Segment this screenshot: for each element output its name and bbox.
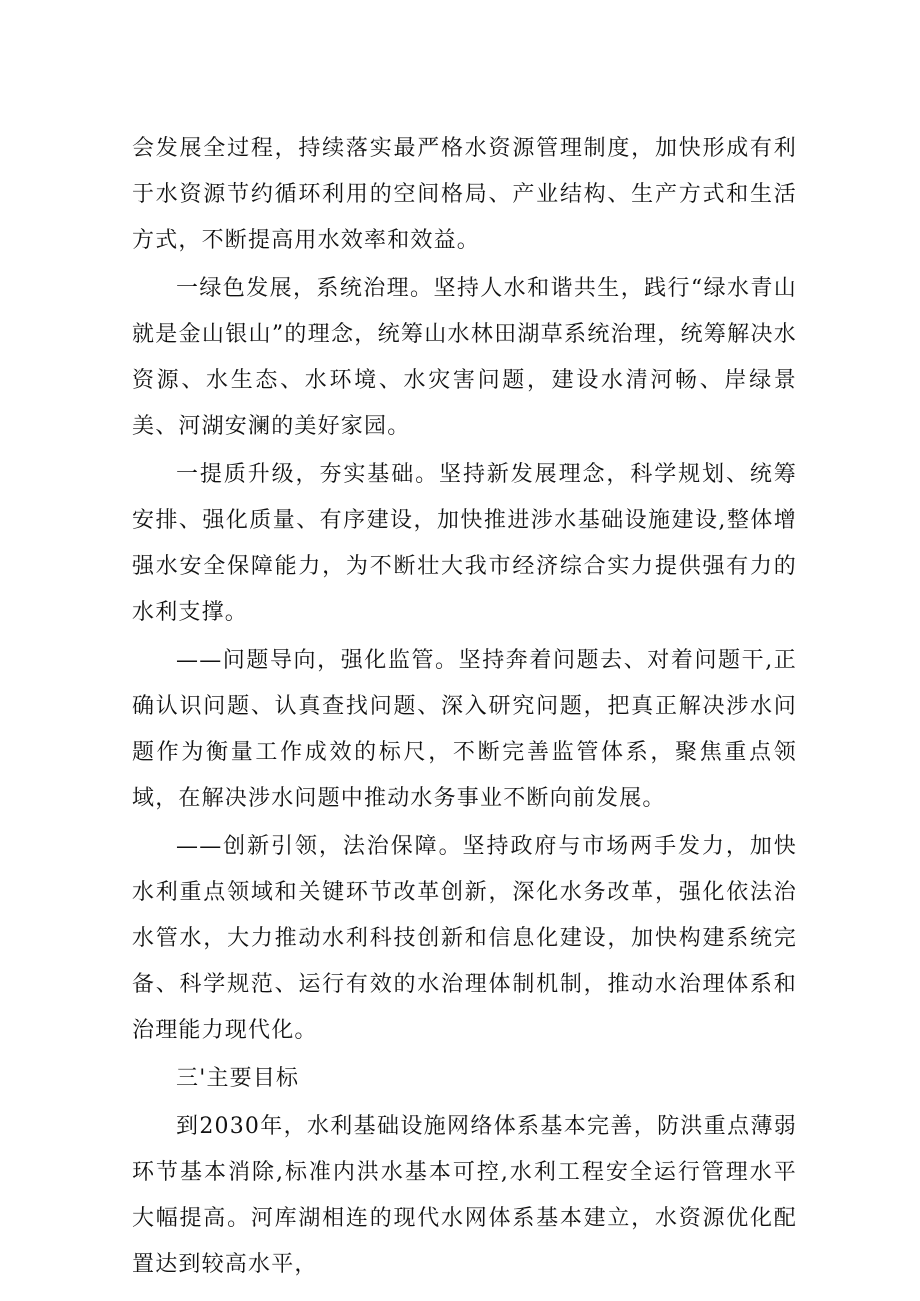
section-heading-main-goals: 三'主要目标 bbox=[176, 1066, 300, 1091]
document-body bbox=[132, 126, 797, 1290]
paragraph-problem-oriented: ——问题导向，强化监管。坚持奔着问题去、对着问题干,正确认识问题、认真查找问题、深入研究问题，把真正解决涉水问题作为衡量工作成效的标尺，不断完善监管体系，聚焦重点领域，在解决涉水问题中推动水务事业不断向前发展。 bbox=[132, 648, 797, 811]
paragraph-quality-upgrade: 一提质升级，夯实基础。坚持新发展理念，科学规划、统筹安排、强化质量、有序建设，加快推进涉水基础设施建设,整体增强水安全保障能力，为不断壮大我市经济综合实力提供强有力的水利支撑。 bbox=[132, 462, 797, 625]
paragraph-innovation-led: ——创新引领，法治保障。坚持政府与市场两手发力，加快水利重点领域和关键环节改革创新，深化水务改革，强化依法治水管水，大力推动水利科技创新和信息化建设，加快构建系统完备、科学规范、运行有效的水治理体制机制，推动水治理体系和治理能力现代化。 bbox=[132, 834, 797, 1043]
paragraph-continuation: 会发展全过程，持续落实最严格水资源管理制度，加快形成有利于水资源节约循环利用的空间格局、产业结构、生产方式和生活方式，不断提高用水效率和效益。 bbox=[132, 136, 797, 253]
paragraph-green-development: 一绿色发展，系统治理。坚持人水和谐共生，践行“绿水青山就是金山银山”的理念，统筹山水林田湖草系统治理，统筹解决水资源、水生态、水环境、水灾害问题，建设水清河畅、岸绿景美、河湖安澜的美好家园。 bbox=[132, 276, 797, 439]
paragraph-2030-goals: 到2030年，水利基础设施网络体系基本完善，防洪重点薄弱环节基本消除,标准内洪水基本可控,水利工程安全运行管理水平大幅提高。河库湖相连的现代水网体系基本建立，水资源优化配置达到较高水平， bbox=[132, 1114, 797, 1277]
